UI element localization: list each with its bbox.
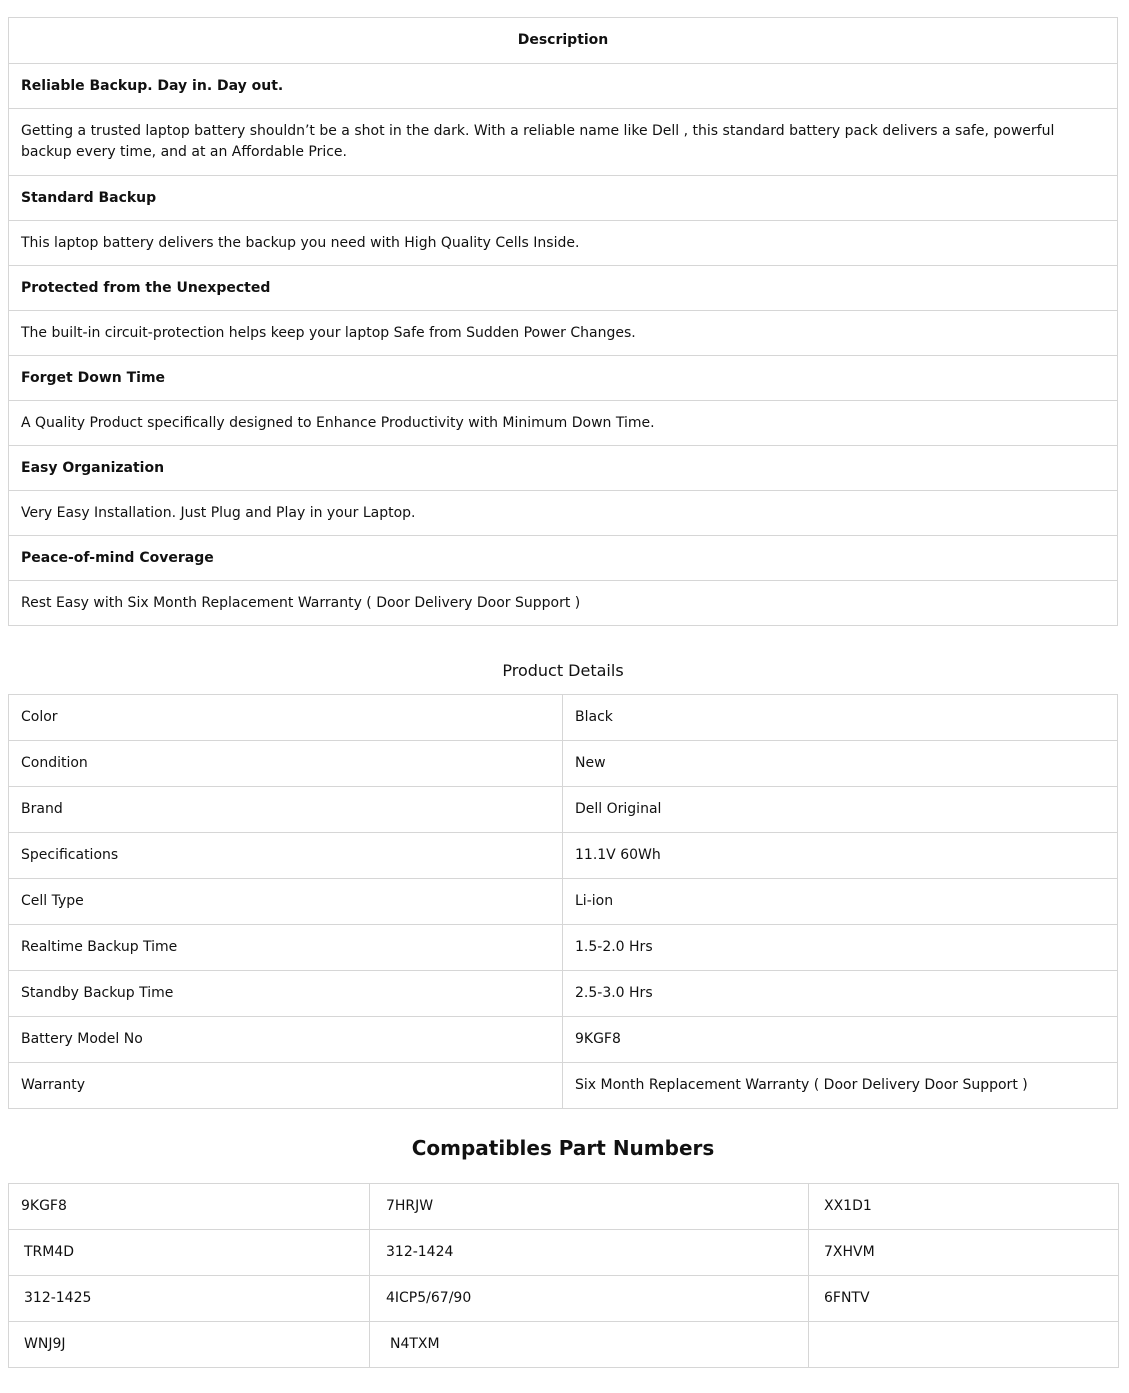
table-row (9, 741, 1118, 787)
section-text: Getting a trusted laptop battery shouldn’t be a shot in the dark. With a reliable name like Dell , this standard battery pack delivers a safe, powerful backup every time, and at an Affordable Price. (9, 109, 1118, 176)
detail-value: Six Month Replacement Warranty ( Door Delivery Door Support ) (563, 1063, 1118, 1109)
detail-label: Cell Type (9, 879, 563, 925)
detail-label: Warranty (9, 1063, 563, 1109)
part-number: N4TXM (370, 1322, 809, 1368)
section-text: Rest Easy with Six Month Replacement Warranty ( Door Delivery Door Support ) (9, 581, 1118, 626)
detail-value: 2.5-3.0 Hrs (563, 971, 1118, 1017)
compatible-parts-title: Compatibles Part Numbers (411, 1136, 715, 1160)
part-number: XX1D1 (809, 1184, 1119, 1230)
description-header: Description (9, 18, 1118, 64)
section-heading: Protected from the Unexpected (9, 266, 1118, 311)
detail-value: 11.1V 60Wh (563, 833, 1118, 879)
detail-value: Black (563, 695, 1118, 741)
detail-value: New (563, 741, 1118, 787)
part-number: 7HRJW (370, 1184, 809, 1230)
table-row (9, 833, 1118, 879)
section-heading: Reliable Backup. Day in. Day out. (9, 64, 1118, 109)
detail-value: Dell Original (563, 787, 1118, 833)
part-number: 4ICP5/67/90 (370, 1276, 809, 1322)
detail-label: Specifications (9, 833, 563, 879)
section-heading: Standard Backup (9, 176, 1118, 221)
detail-label: Standby Backup Time (9, 971, 563, 1017)
table-row (9, 787, 1118, 833)
table-row (9, 1322, 1119, 1368)
section-heading: Easy Organization (9, 446, 1118, 491)
section-text: This laptop battery delivers the backup you need with High Quality Cells Inside. (9, 221, 1118, 266)
section-text: A Quality Product specifically designed to Enhance Productivity with Minimum Down Time. (9, 401, 1118, 446)
detail-value: Li-ion (563, 879, 1118, 925)
section-heading: Forget Down Time (9, 356, 1118, 401)
part-number: 312-1424 (370, 1230, 809, 1276)
description-table (8, 17, 1118, 626)
section-heading: Peace-of-mind Coverage (9, 536, 1118, 581)
table-row (9, 1230, 1119, 1276)
detail-label: Color (9, 695, 563, 741)
table-row (9, 1017, 1118, 1063)
part-number: 312-1425 (9, 1276, 370, 1322)
part-number: 9KGF8 (9, 1184, 370, 1230)
table-row (9, 971, 1118, 1017)
detail-label: Battery Model No (9, 1017, 563, 1063)
table-row (9, 925, 1118, 971)
part-number: WNJ9J (9, 1322, 370, 1368)
table-row (9, 879, 1118, 925)
table-row (9, 1276, 1119, 1322)
detail-label: Realtime Backup Time (9, 925, 563, 971)
part-number-empty (809, 1322, 1119, 1368)
section-text: The built-in circuit-protection helps keep your laptop Safe from Sudden Power Changes. (9, 311, 1118, 356)
part-number: 6FNTV (809, 1276, 1119, 1322)
product-details-table (8, 694, 1118, 1109)
detail-value: 1.5-2.0 Hrs (563, 925, 1118, 971)
detail-label: Condition (9, 741, 563, 787)
product-details-title: Product Details (502, 661, 624, 680)
product-page (8, 17, 1118, 1368)
compatible-parts-table (8, 1183, 1119, 1368)
part-number: 7XHVM (809, 1230, 1119, 1276)
detail-value: 9KGF8 (563, 1017, 1118, 1063)
table-row (9, 695, 1118, 741)
part-number: TRM4D (9, 1230, 370, 1276)
detail-label: Brand (9, 787, 563, 833)
table-row (9, 1184, 1119, 1230)
table-row (9, 1063, 1118, 1109)
section-text: Very Easy Installation. Just Plug and Play in your Laptop. (9, 491, 1118, 536)
